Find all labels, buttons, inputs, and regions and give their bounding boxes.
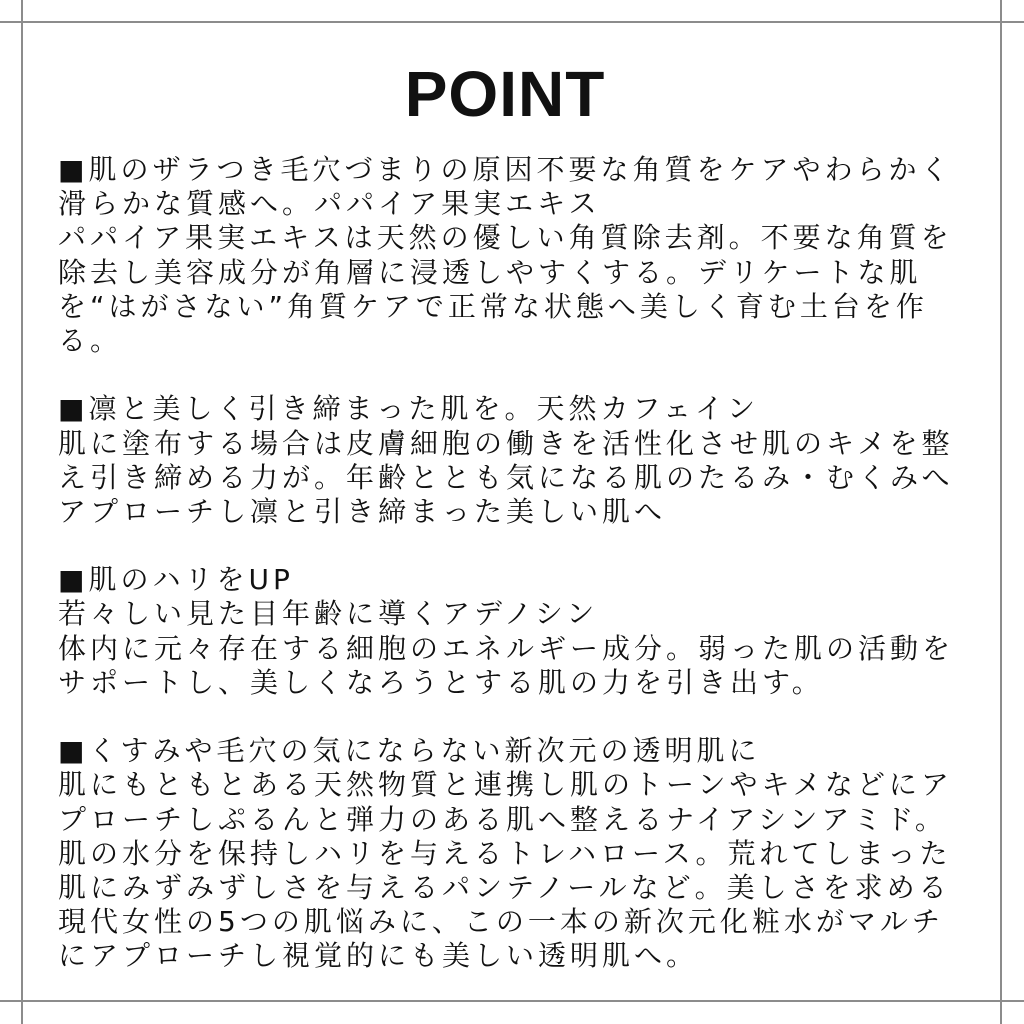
section-line: を“はがさない”角質ケアで正常な状態へ美しく育む土台を作 bbox=[58, 289, 928, 323]
section-line: え引き締める力が。年齢ととも気になる肌のたるみ・むくみへ bbox=[58, 460, 954, 494]
point-section-exfoliation bbox=[58, 153, 978, 358]
section-line: 体内に元々存在する細胞のエネルギー成分。弱った肌の活動を bbox=[58, 631, 955, 665]
section-line: パパイア果実エキスは天然の優しい角質除去剤。不要な角質を bbox=[58, 221, 953, 255]
frame-right-line bbox=[1000, 0, 1002, 1024]
section-line: 現代女性の5つの肌悩みに、この一本の新次元化粧水がマルチ bbox=[58, 905, 944, 939]
point-section-clarity bbox=[58, 734, 978, 973]
frame-bottom-line bbox=[0, 1000, 1024, 1002]
section-line: にアプローチし視覚的にも美しい透明肌へ。 bbox=[58, 939, 699, 973]
section-heading: ■くすみや毛穴の気にならない新次元の透明肌に bbox=[58, 734, 761, 768]
section-heading: ■肌のハリをUP bbox=[58, 563, 294, 597]
section-heading: ■肌のザラつき毛穴づまりの原因不要な角質をケアやわらかく bbox=[58, 153, 953, 186]
frame-left-line bbox=[21, 0, 23, 1024]
section-line: 肌にみずみずしさを与えるパンテノールなど。美しさを求める bbox=[58, 870, 951, 904]
section-line: 滑らかな質感へ。パパイア果実エキス bbox=[58, 187, 601, 221]
section-line: る。 bbox=[58, 323, 123, 357]
section-line: サポートし、美しくなろうとする肌の力を引き出す。 bbox=[58, 665, 824, 699]
frame-top-line bbox=[0, 21, 1024, 23]
section-line: 肌に塗布する場合は皮膚細胞の働きを活性化させ肌のキメを整 bbox=[58, 426, 954, 460]
point-section-firming bbox=[58, 392, 978, 529]
point-content bbox=[58, 153, 978, 974]
section-line: プローチしぷるんと弾力のある肌へ整えるナイアシンアミド。 bbox=[58, 802, 947, 836]
section-line: 若々しい見た目年齢に導くアデノシン bbox=[58, 597, 599, 631]
point-section-elasticity bbox=[58, 563, 978, 700]
section-line: アプローチし凛と引き締まった美しい肌へ bbox=[58, 494, 667, 528]
section-heading: ■凛と美しく引き締まった肌を。天然カフェイン bbox=[58, 392, 760, 426]
page-title: POINT bbox=[404, 58, 606, 130]
section-line: 肌の水分を保持しハリを与えるトレハロース。荒れてしまった bbox=[58, 836, 952, 870]
section-line: 肌にもともとある天然物質と連携し肌のトーンやキメなどにア bbox=[58, 768, 953, 802]
section-line: 除去し美容成分が角層に浸透しやすくする。デリケートな肌 bbox=[58, 255, 922, 289]
